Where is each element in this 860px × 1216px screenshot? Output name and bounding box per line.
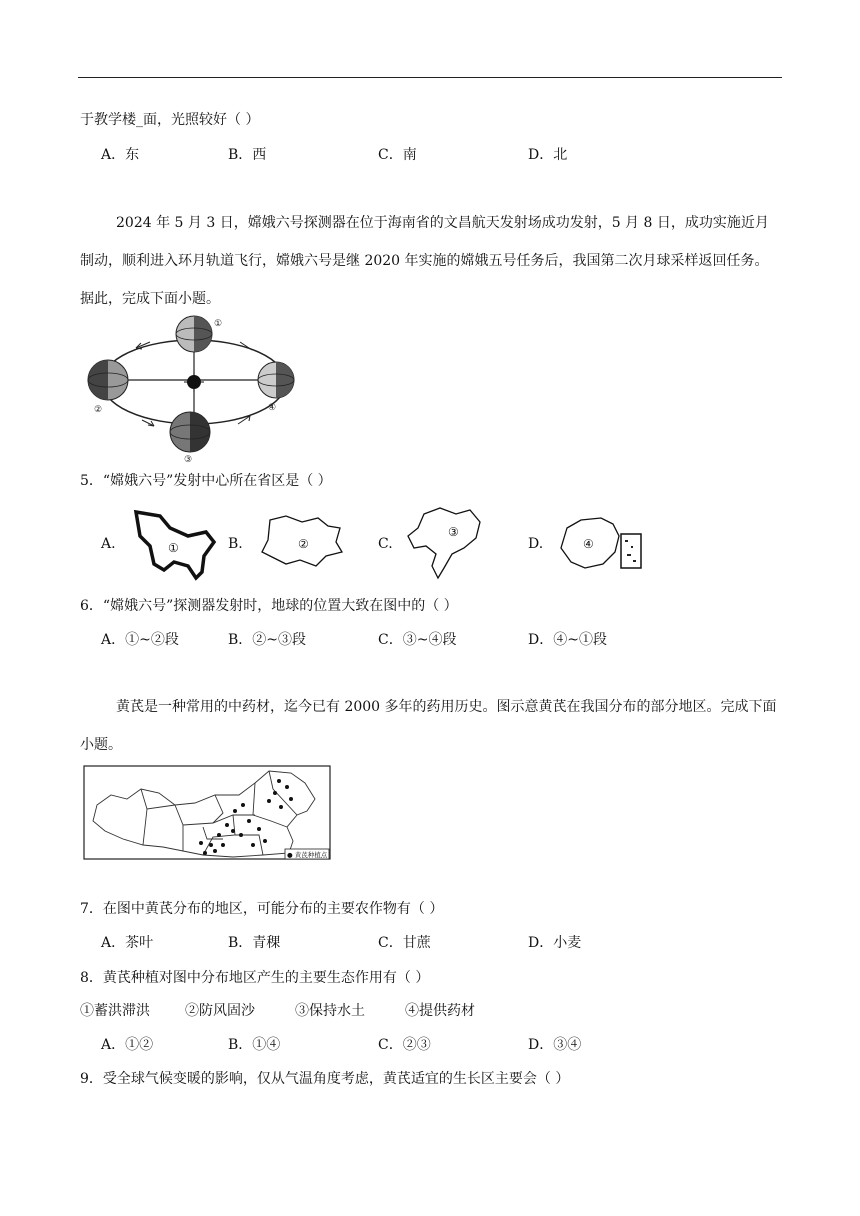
province-map-2 xyxy=(256,512,346,570)
earth-top xyxy=(176,316,212,352)
option-b: B．①④ xyxy=(228,1037,281,1053)
option-d: D．小麦 xyxy=(528,935,582,951)
question-8-stem: 8．黄芪种植对图中分布地区产生的主要生态作用有（ ） xyxy=(80,970,430,986)
option-d: D．④~①段 xyxy=(528,632,607,648)
province-label-2: ② xyxy=(298,537,309,551)
orbit-label-2: ② xyxy=(94,405,103,415)
option-a: A. xyxy=(101,536,116,552)
option-a: A．茶叶 xyxy=(101,935,154,951)
province-map-1 xyxy=(130,506,218,582)
option-b: B．②~③段 xyxy=(228,632,307,648)
map-legend: ● 黄芪种植点 xyxy=(287,851,328,859)
question-9-stem: 9．受全球气候变暖的影响，仅从气温角度考虑，黄芪适宜的生长区主要会（ ） xyxy=(80,1071,570,1087)
province-label-1: ① xyxy=(168,541,179,555)
option-d: D．北 xyxy=(528,147,568,163)
earth-left xyxy=(88,360,128,400)
option-a: A．东 xyxy=(101,147,140,163)
earth-right xyxy=(258,362,294,398)
option-b: B．青稞 xyxy=(228,935,281,951)
option-c: C．③~④段 xyxy=(378,632,457,648)
province-label-3: ③ xyxy=(448,525,459,539)
question-5-stem: 5．“嫦娥六号”发射中心所在省区是（ ） xyxy=(80,473,332,489)
orbit-label-3: ③ xyxy=(184,455,193,463)
option-b: B. xyxy=(228,536,243,552)
province-map-3 xyxy=(404,504,488,582)
option-d: D. xyxy=(528,536,544,552)
province-map-4 xyxy=(553,514,645,576)
passage-chang-e: 2024 年 5 月 3 日，嫦娥六号探测器在位于海南省的文昌航天发射场成功发射，5 月 8 日，成功实施近月制动，顺利进入环月轨道飞行，嫦娥六号是继 2020 年实施的嫦娥五号任务后，我国第二次月球采样返回任务。据此，完成下面小题。 xyxy=(80,215,769,307)
statement-3: ③保持水土 xyxy=(295,1003,365,1019)
question-7-stem: 7．在图中黄芪分布的地区，可能分布的主要农作物有（ ） xyxy=(80,901,444,917)
option-c: C．甘蔗 xyxy=(378,935,431,951)
header-rule xyxy=(78,77,782,78)
statement-1: ①蓄洪滞洪 xyxy=(80,1003,150,1019)
orbit-label-1: ① xyxy=(214,319,223,329)
province-label-4: ④ xyxy=(583,537,594,551)
option-d: D．③④ xyxy=(528,1037,582,1053)
huangqi-distribution-map xyxy=(83,765,331,860)
option-a: A．①② xyxy=(101,1037,154,1053)
statement-4: ④提供药材 xyxy=(405,1003,475,1019)
earth-orbit-figure xyxy=(80,308,310,463)
option-c: C．②③ xyxy=(378,1037,431,1053)
passage-huangqi: 黄芪是一种常用的中药材，迄今已有 2000 多年的药用历史。图示意黄芪在我国分布的部分地区。完成下面小题。 xyxy=(80,699,777,753)
question-stem: 于教学楼_面，光照较好（ ） xyxy=(80,112,260,128)
option-b: B．西 xyxy=(228,147,267,163)
option-a: A．①~②段 xyxy=(101,632,179,648)
statement-2: ②防风固沙 xyxy=(185,1003,255,1019)
option-c: C. xyxy=(378,536,393,552)
question-6-stem: 6．“嫦娥六号”探测器发射时，地球的位置大致在图中的（ ） xyxy=(80,598,458,614)
option-c: C．南 xyxy=(378,147,417,163)
orbit-label-4: ④ xyxy=(268,403,277,413)
earth-bottom xyxy=(170,412,210,452)
